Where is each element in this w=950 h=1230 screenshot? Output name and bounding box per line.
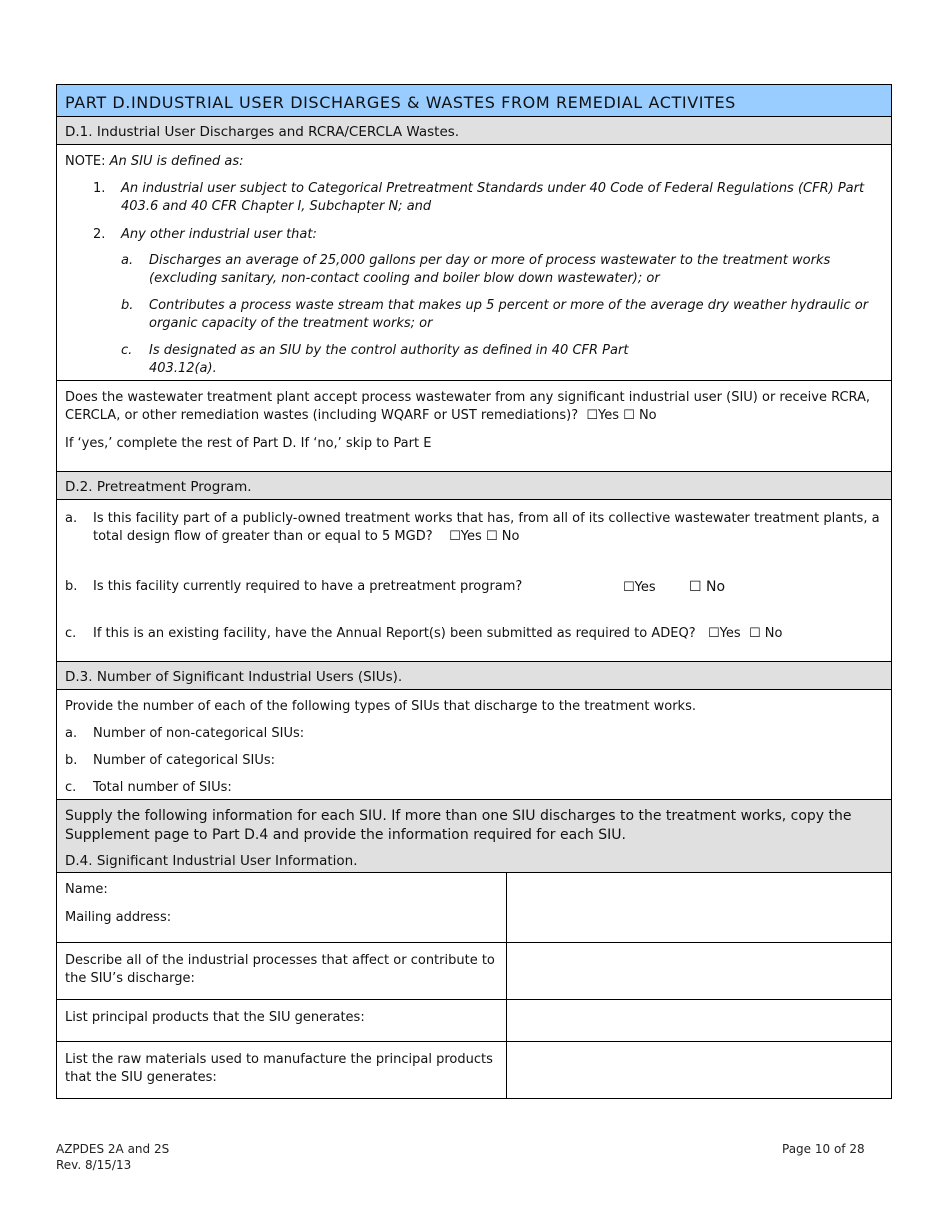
qc-yes-checkbox[interactable]: ☐Yes <box>708 626 741 641</box>
siu-processes-row <box>57 942 891 999</box>
raw-materials-field[interactable] <box>507 1042 891 1098</box>
qb-yes-checkbox[interactable]: ☐Yes <box>623 580 656 595</box>
count-total-label: Total number of SIUs: <box>93 780 232 795</box>
siu-products-row <box>57 999 891 1041</box>
qb-letter: b. <box>65 579 78 594</box>
d4-supply-instruction: Supply the following information for each SIU. If more than one SIU discharges to the treatment works, copy the Supplement page to Part D.4 and provide the information required for each SIU. <box>65 808 852 843</box>
siu-counts <box>57 689 891 799</box>
products-field[interactable] <box>507 1000 891 1041</box>
qc-text: If this is an existing facility, have the Annual Report(s) been submitted as required to ADEQ? <box>93 626 696 641</box>
def-sub-a-letter: a. <box>121 253 134 268</box>
raw-materials-label: List the raw materials used to manufacture the principal products that the SIU generates: <box>65 1052 493 1085</box>
count-b-letter: b. <box>65 753 78 768</box>
def-item-2-num: 2. <box>93 227 106 242</box>
siu-no-checkbox[interactable]: ☐ No <box>623 408 657 423</box>
footer-revision: Rev. 8/15/13 <box>56 1158 132 1172</box>
def-sub-a-text: Discharges an average of 25,000 gallons per day or more of process wastewater to the treatment works (excluding sanitary, non-contact cooling and boiler blow down wastewater); or <box>149 253 831 286</box>
siu-yes-checkbox[interactable]: ☐Yes <box>586 408 620 423</box>
part-d-title: PART D.INDUSTRIAL USER DISCHARGES & WASTES FROM REMEDIAL ACTIVITES <box>57 85 891 116</box>
def-sub-c-letter: c. <box>121 343 133 358</box>
name-address-field[interactable] <box>507 873 891 942</box>
note-label: NOTE: <box>65 154 106 169</box>
note-text: An SIU is defined as: <box>109 154 244 169</box>
d3-heading: D.3. Number of Significant Industrial Users (SIUs). <box>57 661 891 689</box>
def-sub-c-text: Is designated as an SIU by the control authority as defined in 40 CFR Part 403.12(a). <box>149 343 629 376</box>
count-a-letter: a. <box>65 726 78 741</box>
mailing-address-label: Mailing address: <box>65 910 172 925</box>
siu-acceptance-question <box>57 380 891 471</box>
pretreatment-questions <box>57 499 891 661</box>
products-label: List principal products that the SIU generates: <box>65 1010 365 1025</box>
siu-raw-materials-row <box>57 1041 891 1098</box>
siu-instruction: If ‘yes,’ complete the rest of Part D. If ‘no,’ skip to Part E <box>65 436 432 451</box>
qc-no-checkbox[interactable]: ☐ No <box>748 626 783 641</box>
name-label: Name: <box>65 882 108 897</box>
qb-text: Is this facility currently required to have a pretreatment program? <box>93 579 523 594</box>
processes-label: Describe all of the industrial processes that affect or contribute to the SIU’s discharge: <box>65 953 495 986</box>
d3-intro: Provide the number of each of the following types of SIUs that discharge to the treatment works. <box>65 699 696 714</box>
def-item-1-num: 1. <box>93 181 106 196</box>
d2-heading: D.2. Pretreatment Program. <box>57 471 891 499</box>
siu-definition-note <box>57 144 891 380</box>
qa-yes-checkbox[interactable]: ☐Yes <box>449 529 482 544</box>
footer-form-info <box>56 1141 169 1173</box>
qc-letter: c. <box>65 626 77 641</box>
def-item-2-text: Any other industrial user that: <box>121 227 317 242</box>
def-item-1-text: An industrial user subject to Categorical Pretreatment Standards under 40 Code of Federal Regulations (CFR) Part 403.6 and 40 CFR Chapter I, Subchapter N; and <box>121 181 865 214</box>
siu-question-text: Does the wastewater treatment plant accept process wastewater from any significant industrial user (SIU) or receive RCRA, CERCLA, or other remediation wastes (including WQARF or UST remediations)? <box>65 390 871 423</box>
processes-field[interactable] <box>507 943 891 999</box>
d1-heading: D.1. Industrial User Discharges and RCRA/CERCLA Wastes. <box>57 116 891 144</box>
count-noncategorical-label: Number of non-categorical SIUs: <box>93 726 305 741</box>
part-d-form <box>56 84 892 1099</box>
def-sub-b-text: Contributes a process waste stream that makes up 5 percent or more of the average dry weather hydraulic or organic capacity of the treatment works; or <box>149 298 869 331</box>
qa-letter: a. <box>65 511 78 526</box>
d4-header-block <box>57 799 891 872</box>
count-categorical-label: Number of categorical SIUs: <box>93 753 275 768</box>
qa-text: Is this facility part of a publicly-owned treatment works that has, from all of its collective wastewater treatment plants, a total design flow of greater than or equal to 5 MGD? <box>93 511 880 544</box>
d4-heading: D.4. Significant Industrial User Information. <box>65 853 358 869</box>
def-sub-b-letter: b. <box>121 298 134 313</box>
qa-no-checkbox[interactable]: ☐ No <box>485 529 520 544</box>
siu-name-address-row <box>57 872 891 942</box>
qb-no-checkbox[interactable]: ☐ No <box>689 579 726 595</box>
footer-page-number: Page 10 of 28 <box>782 1142 865 1156</box>
footer-form-id: AZPDES 2A and 2S <box>56 1142 170 1156</box>
count-c-letter: c. <box>65 780 77 795</box>
